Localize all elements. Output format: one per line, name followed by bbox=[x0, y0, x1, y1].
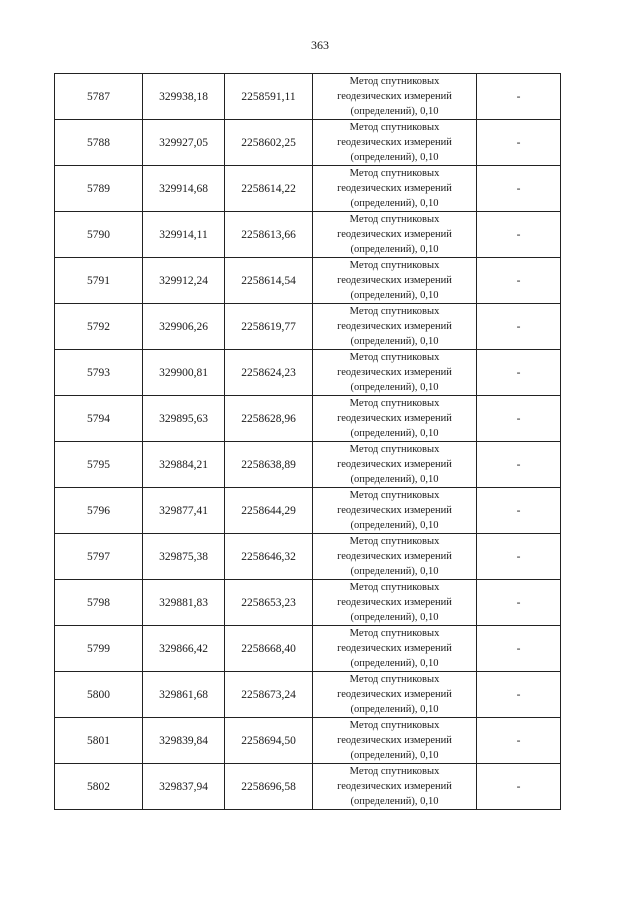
method-line: (определений), 0,10 bbox=[350, 152, 439, 163]
x-coordinate-cell: 329837,94 bbox=[143, 764, 225, 810]
point-number-cell: 5788 bbox=[55, 120, 143, 166]
method-cell bbox=[313, 764, 477, 810]
method-line: Метод спутниковых bbox=[349, 352, 440, 363]
point-number-cell: 5791 bbox=[55, 258, 143, 304]
method-line: геодезических измерений bbox=[337, 735, 452, 746]
x-coordinate-cell: 329912,24 bbox=[143, 258, 225, 304]
method-cell bbox=[313, 212, 477, 258]
method-line: (определений), 0,10 bbox=[350, 520, 439, 531]
method-line: Метод спутниковых bbox=[349, 214, 440, 225]
method-cell bbox=[313, 580, 477, 626]
method-line: Метод спутниковых bbox=[349, 398, 440, 409]
table-row bbox=[55, 580, 561, 626]
table-row bbox=[55, 764, 561, 810]
y-coordinate-cell: 2258673,24 bbox=[225, 672, 313, 718]
table-row bbox=[55, 626, 561, 672]
method-line: (определений), 0,10 bbox=[350, 382, 439, 393]
method-line: (определений), 0,10 bbox=[350, 244, 439, 255]
note-cell: - bbox=[477, 764, 561, 810]
note-cell: - bbox=[477, 626, 561, 672]
table-row bbox=[55, 396, 561, 442]
method-cell bbox=[313, 488, 477, 534]
method-line: Метод спутниковых bbox=[349, 720, 440, 731]
point-number-cell: 5798 bbox=[55, 580, 143, 626]
method-line: геодезических измерений bbox=[337, 275, 452, 286]
page-number: 363 bbox=[311, 38, 329, 52]
x-coordinate-cell: 329866,42 bbox=[143, 626, 225, 672]
method-line: (определений), 0,10 bbox=[350, 336, 439, 347]
method-line: Метод спутниковых bbox=[349, 76, 440, 87]
method-line: Метод спутниковых bbox=[349, 490, 440, 501]
method-line: Метод спутниковых bbox=[349, 260, 440, 271]
method-line: геодезических измерений bbox=[337, 321, 452, 332]
table-row bbox=[55, 304, 561, 350]
method-line: (определений), 0,10 bbox=[350, 290, 439, 301]
coordinates-table bbox=[54, 73, 561, 810]
method-line: геодезических измерений bbox=[337, 413, 452, 424]
x-coordinate-cell: 329877,41 bbox=[143, 488, 225, 534]
point-number-cell: 5794 bbox=[55, 396, 143, 442]
method-line: Метод спутниковых bbox=[349, 582, 440, 593]
point-number-cell: 5800 bbox=[55, 672, 143, 718]
point-number-cell: 5792 bbox=[55, 304, 143, 350]
table-row bbox=[55, 350, 561, 396]
note-cell: - bbox=[477, 212, 561, 258]
y-coordinate-cell: 2258646,32 bbox=[225, 534, 313, 580]
note-cell: - bbox=[477, 74, 561, 120]
table-row bbox=[55, 442, 561, 488]
note-cell: - bbox=[477, 488, 561, 534]
y-coordinate-cell: 2258694,50 bbox=[225, 718, 313, 764]
method-line: геодезических измерений bbox=[337, 505, 452, 516]
y-coordinate-cell: 2258628,96 bbox=[225, 396, 313, 442]
method-cell bbox=[313, 626, 477, 672]
y-coordinate-cell: 2258653,23 bbox=[225, 580, 313, 626]
x-coordinate-cell: 329900,81 bbox=[143, 350, 225, 396]
x-coordinate-cell: 329938,18 bbox=[143, 74, 225, 120]
method-line: геодезических измерений bbox=[337, 91, 452, 102]
x-coordinate-cell: 329895,63 bbox=[143, 396, 225, 442]
note-cell: - bbox=[477, 258, 561, 304]
method-cell bbox=[313, 534, 477, 580]
method-line: геодезических измерений bbox=[337, 597, 452, 608]
method-line: (определений), 0,10 bbox=[350, 428, 439, 439]
method-cell bbox=[313, 74, 477, 120]
method-line: (определений), 0,10 bbox=[350, 198, 439, 209]
method-line: (определений), 0,10 bbox=[350, 658, 439, 669]
method-line: геодезических измерений bbox=[337, 137, 452, 148]
point-number-cell: 5789 bbox=[55, 166, 143, 212]
point-number-cell: 5797 bbox=[55, 534, 143, 580]
method-cell bbox=[313, 304, 477, 350]
x-coordinate-cell: 329881,83 bbox=[143, 580, 225, 626]
point-number-cell: 5795 bbox=[55, 442, 143, 488]
method-cell bbox=[313, 350, 477, 396]
method-line: (определений), 0,10 bbox=[350, 796, 439, 807]
method-line: геодезических измерений bbox=[337, 459, 452, 470]
x-coordinate-cell: 329914,68 bbox=[143, 166, 225, 212]
x-coordinate-cell: 329875,38 bbox=[143, 534, 225, 580]
method-line: Метод спутниковых bbox=[349, 766, 440, 777]
y-coordinate-cell: 2258638,89 bbox=[225, 442, 313, 488]
point-number-cell: 5787 bbox=[55, 74, 143, 120]
y-coordinate-cell: 2258591,11 bbox=[225, 74, 313, 120]
note-cell: - bbox=[477, 350, 561, 396]
method-line: Метод спутниковых bbox=[349, 122, 440, 133]
y-coordinate-cell: 2258614,22 bbox=[225, 166, 313, 212]
x-coordinate-cell: 329884,21 bbox=[143, 442, 225, 488]
point-number-cell: 5793 bbox=[55, 350, 143, 396]
note-cell: - bbox=[477, 718, 561, 764]
note-cell: - bbox=[477, 396, 561, 442]
point-number-cell: 5790 bbox=[55, 212, 143, 258]
method-cell bbox=[313, 672, 477, 718]
y-coordinate-cell: 2258602,25 bbox=[225, 120, 313, 166]
method-line: геодезических измерений bbox=[337, 689, 452, 700]
method-line: (определений), 0,10 bbox=[350, 106, 439, 117]
x-coordinate-cell: 329927,05 bbox=[143, 120, 225, 166]
point-number-cell: 5796 bbox=[55, 488, 143, 534]
method-line: Метод спутниковых bbox=[349, 628, 440, 639]
method-line: Метод спутниковых bbox=[349, 168, 440, 179]
table-row bbox=[55, 74, 561, 120]
point-number-cell: 5802 bbox=[55, 764, 143, 810]
note-cell: - bbox=[477, 166, 561, 212]
method-line: Метод спутниковых bbox=[349, 674, 440, 685]
note-cell: - bbox=[477, 120, 561, 166]
table-row bbox=[55, 718, 561, 764]
method-line: Метод спутниковых bbox=[349, 536, 440, 547]
table-row bbox=[55, 166, 561, 212]
method-line: (определений), 0,10 bbox=[350, 474, 439, 485]
method-line: геодезических измерений bbox=[337, 781, 452, 792]
method-cell bbox=[313, 166, 477, 212]
table-body bbox=[55, 74, 561, 810]
method-line: (определений), 0,10 bbox=[350, 704, 439, 715]
y-coordinate-cell: 2258624,23 bbox=[225, 350, 313, 396]
table-row bbox=[55, 672, 561, 718]
table-row bbox=[55, 258, 561, 304]
method-line: геодезических измерений bbox=[337, 367, 452, 378]
point-number-cell: 5799 bbox=[55, 626, 143, 672]
method-cell bbox=[313, 396, 477, 442]
y-coordinate-cell: 2258613,66 bbox=[225, 212, 313, 258]
x-coordinate-cell: 329906,26 bbox=[143, 304, 225, 350]
table-row bbox=[55, 212, 561, 258]
note-cell: - bbox=[477, 672, 561, 718]
note-cell: - bbox=[477, 580, 561, 626]
x-coordinate-cell: 329861,68 bbox=[143, 672, 225, 718]
method-line: геодезических измерений bbox=[337, 643, 452, 654]
method-line: геодезических измерений bbox=[337, 183, 452, 194]
method-cell bbox=[313, 120, 477, 166]
y-coordinate-cell: 2258696,58 bbox=[225, 764, 313, 810]
y-coordinate-cell: 2258614,54 bbox=[225, 258, 313, 304]
table-row bbox=[55, 534, 561, 580]
method-cell bbox=[313, 442, 477, 488]
method-line: (определений), 0,10 bbox=[350, 612, 439, 623]
y-coordinate-cell: 2258668,40 bbox=[225, 626, 313, 672]
x-coordinate-cell: 329839,84 bbox=[143, 718, 225, 764]
method-cell bbox=[313, 718, 477, 764]
method-line: геодезических измерений bbox=[337, 551, 452, 562]
table-row bbox=[55, 120, 561, 166]
x-coordinate-cell: 329914,11 bbox=[143, 212, 225, 258]
note-cell: - bbox=[477, 304, 561, 350]
method-line: Метод спутниковых bbox=[349, 306, 440, 317]
method-line: геодезических измерений bbox=[337, 229, 452, 240]
method-line: Метод спутниковых bbox=[349, 444, 440, 455]
y-coordinate-cell: 2258644,29 bbox=[225, 488, 313, 534]
note-cell: - bbox=[477, 442, 561, 488]
method-line: (определений), 0,10 bbox=[350, 750, 439, 761]
method-cell bbox=[313, 258, 477, 304]
point-number-cell: 5801 bbox=[55, 718, 143, 764]
y-coordinate-cell: 2258619,77 bbox=[225, 304, 313, 350]
method-line: (определений), 0,10 bbox=[350, 566, 439, 577]
table-row bbox=[55, 488, 561, 534]
note-cell: - bbox=[477, 534, 561, 580]
